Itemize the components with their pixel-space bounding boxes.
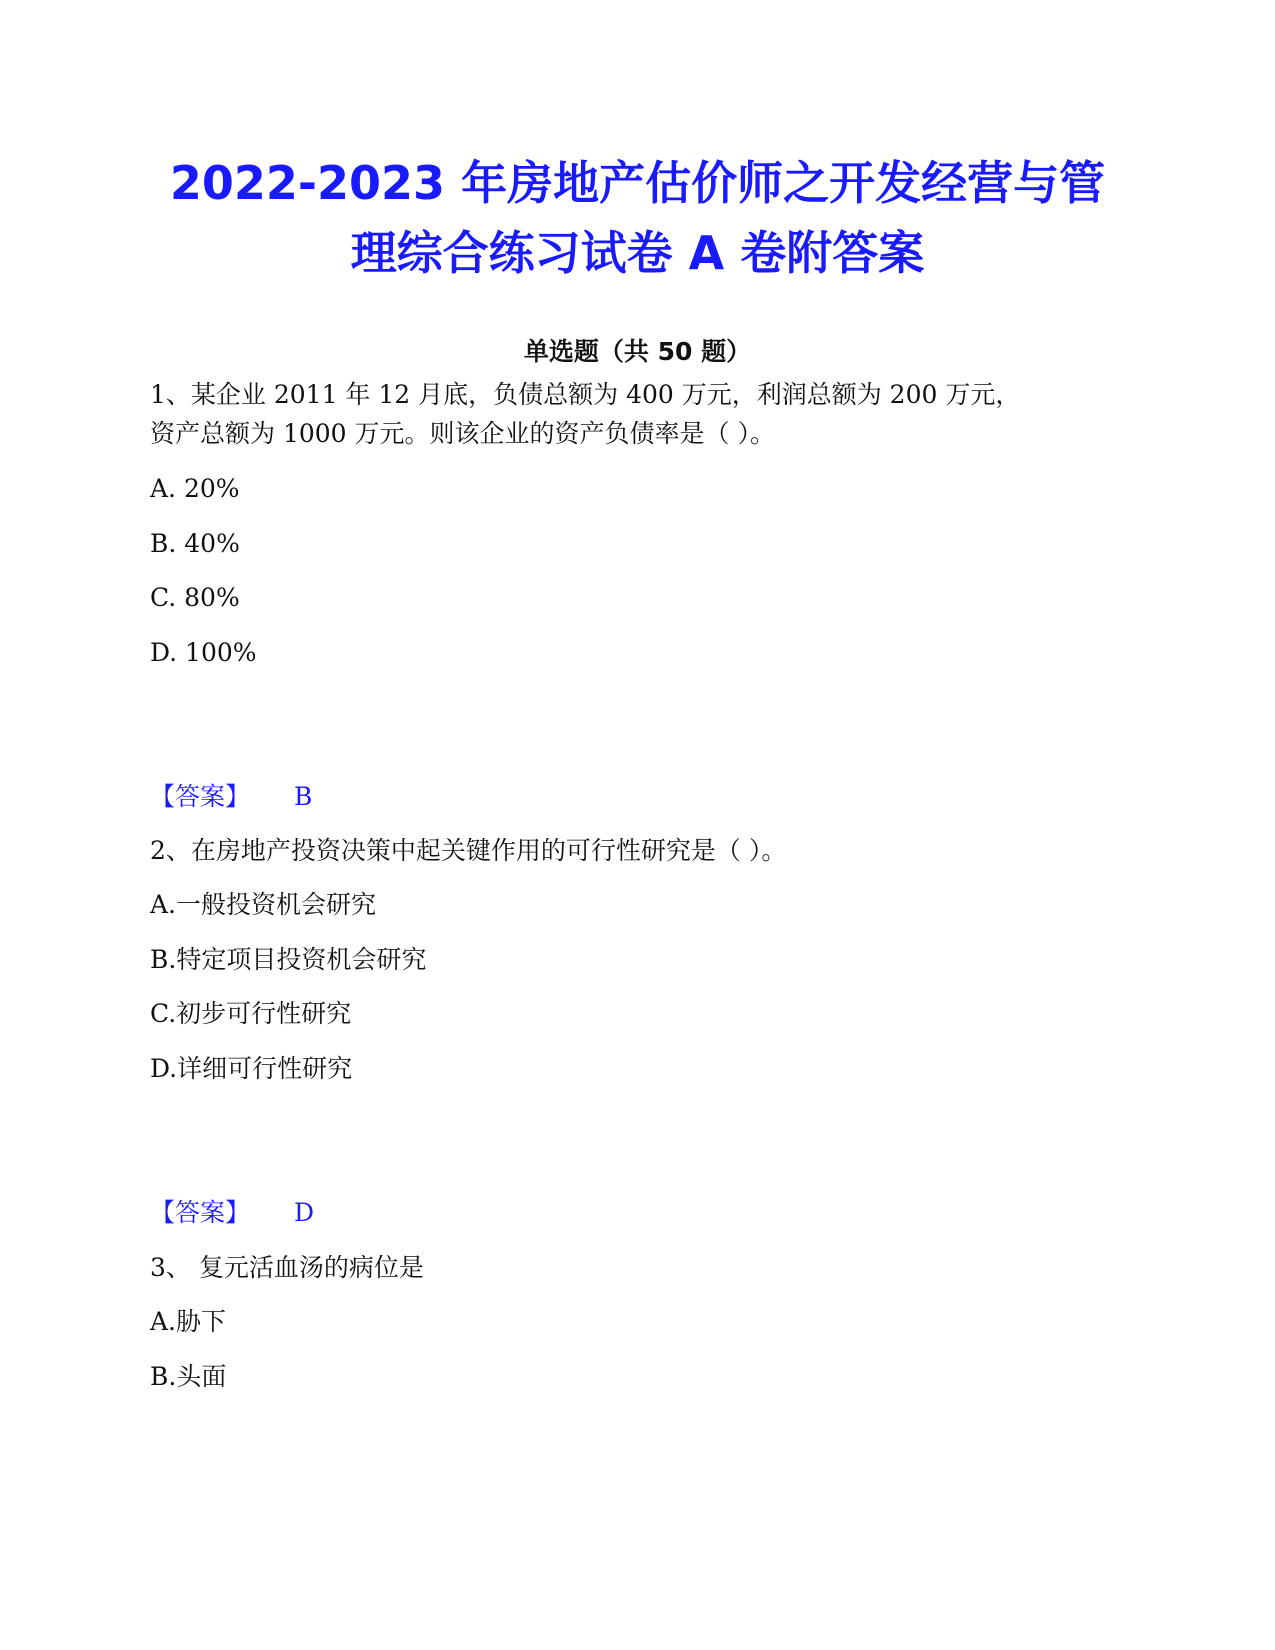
title-line-2: 理综合练习试卷 A 卷附答案 bbox=[350, 226, 925, 280]
question-2-option-a: A.一般投资机会研究 bbox=[150, 890, 377, 919]
question-1-answer bbox=[150, 780, 312, 814]
answer-label: 【答案】 bbox=[150, 1198, 251, 1227]
question-3-option-b: B.头面 bbox=[150, 1362, 227, 1391]
question-1-option-a: A. 20% bbox=[150, 474, 240, 503]
question-2-stem-line-1: 2、在房地产投资决策中起关键作用的可行性研究是（ ）。 bbox=[150, 836, 787, 865]
question-1-option-c: C. 80% bbox=[150, 583, 240, 612]
question-1-stem-line-2: 资产总额为 1000 万元。则该企业的资产负债率是（ ）。 bbox=[150, 419, 775, 448]
question-1-stem-line-1: 1、某企业 2011 年 12 月底，负债总额为 400 万元，利润总额为 200 万元， bbox=[150, 380, 1021, 409]
question-3-option-a: A.胁下 bbox=[150, 1307, 227, 1336]
question-2-answer bbox=[150, 1196, 314, 1230]
document-title bbox=[0, 148, 1275, 288]
question-2-option-d: D.详细可行性研究 bbox=[150, 1054, 353, 1083]
answer-value: D bbox=[294, 1198, 315, 1227]
answer-value: B bbox=[294, 782, 313, 811]
title-line-1: 2022-2023 年房地产估价师之开发经营与管 bbox=[169, 156, 1106, 210]
question-2-option-c: C.初步可行性研究 bbox=[150, 999, 352, 1028]
section-heading: 单选题（共 50 题） bbox=[523, 337, 752, 366]
question-3-stem-line-1: 3、 复元活血汤的病位是 bbox=[150, 1253, 424, 1282]
question-1-option-d: D. 100% bbox=[150, 638, 257, 667]
question-2-option-b: B.特定项目投资机会研究 bbox=[150, 945, 427, 974]
question-1-option-b: B. 40% bbox=[150, 529, 240, 558]
answer-label: 【答案】 bbox=[150, 782, 251, 811]
